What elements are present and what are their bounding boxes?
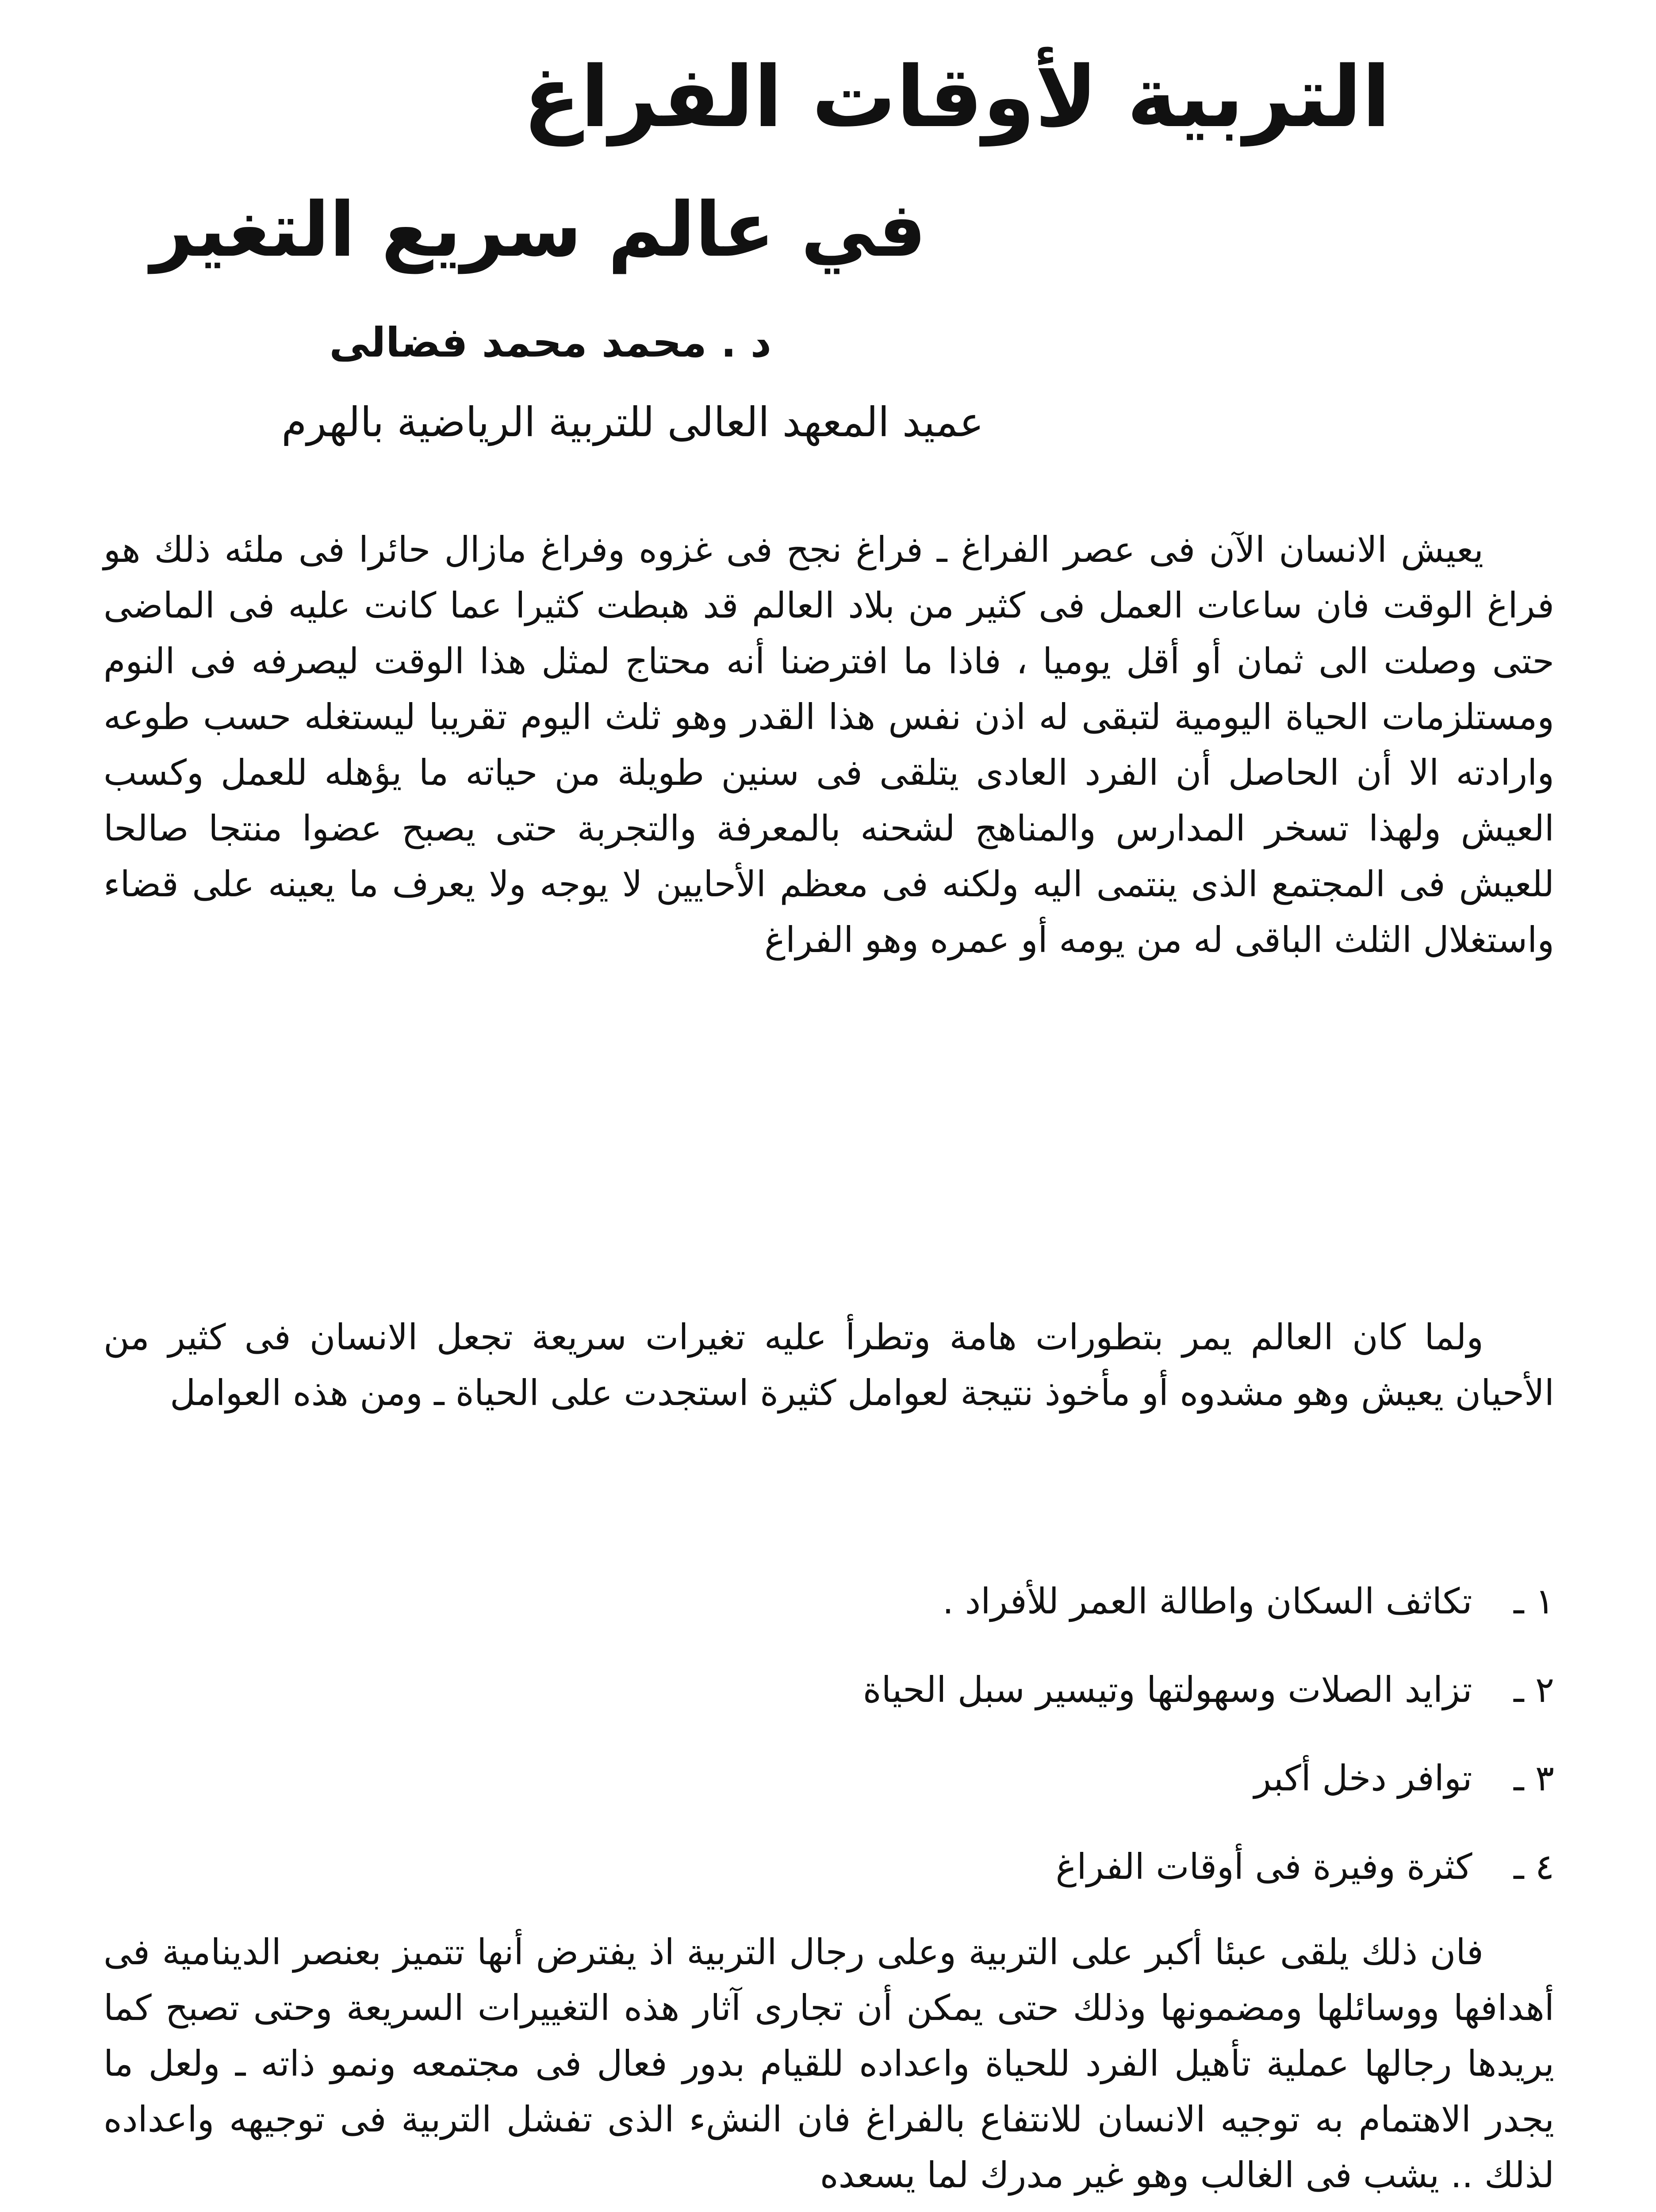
paragraph-text: ولما كان العالم يمر بتطورات هامة وتطرأ عليه تغيرات سريعة تجعل الانسان فى كثير من الأحيان يعيش وهو مشدوه أو مأخوذ نتيجة لعوامل كثيرة استجدت على الحياة ـ ومن هذه العوامل [104, 1317, 1554, 1413]
list-item-number: ٤ ـ [1514, 1846, 1554, 1887]
author-affiliation: عميد المعهد العالى للتربية الرياضية بالهرم [281, 399, 984, 446]
author-name: د . محمد محمد فضالى [329, 319, 771, 366]
list-item-number: ٣ ـ [1514, 1758, 1554, 1799]
paragraph-text: فان ذلك يلقى عبئا أكبر على التربية وعلى رجال التربية اذ يفترض أنها تتميز بعنصر الدينامية فى أهدافها ووسائلها ومضمونها وذلك حتى يمكن أن تجارى آثار هذه التغييرات السريعة وحتى تصبح كما يريدها رجالها عملية تأهيل الفرد للحياة واعداده للقيام بدور فعال فى مجتمعه ونمو ذاته ـ ولعل ما يجدر الاهتمام به توجيه الانسان للانتفاع بالفراغ فان النشء الذى تفشل التربية فى توجيهه واعداده لذلك .. يشب فى الغالب وهو غير مدرك لما يسعده [104, 1932, 1554, 2196]
article-title: التربية لأوقات الفراغ [523, 48, 1391, 146]
paragraph-1 [104, 522, 1554, 968]
list-item [316, 1734, 1554, 1823]
list-item-number: ٢ ـ [1514, 1669, 1554, 1710]
paragraph-3 [104, 1924, 1554, 2203]
article-subtitle: في عالم سريع التغير [150, 186, 926, 274]
list-item [316, 1557, 1554, 1646]
list-item [316, 1646, 1554, 1734]
list-item-text: توافر دخل أكبر [1254, 1758, 1472, 1799]
list-item-text: كثرة وفيرة فى أوقات الفراغ [1055, 1846, 1472, 1887]
list-item [316, 1823, 1554, 1911]
factors-list [316, 1557, 1554, 1911]
paragraph-text: يعيش الانسان الآن فى عصر الفراغ ـ فراغ نجح فى غزوه وفراغ مازال حائرا فى ملئه ذلك هو فراغ الوقت فان ساعات العمل فى كثير من بلاد العالم قد هبطت كثيرا عما كانت عليه فى الماضى حتى وصلت الى ثمان أو أقل يوميا ، فاذا ما افترضنا أنه محتاج لمثل هذا الوقت ليصرفه فى النوم ومستلزمات الحياة اليومية لتبقى له اذن نفس هذا القدر وهو ثلث اليوم تقريبا ليستغله حسب طوعه وارادته الا أن الحاصل أن الفرد العادى يتلقى فى سنين طويلة من حياته ما يؤهله للعمل وكسب العيش ولهذا تسخر المدارس والمناهج لشحنه بالمعرفة والتجربة حتى يصبح عضوا منتجا صالحا للعيش فى المجتمع الذى ينتمى اليه ولكنه فى معظم الأحايين لا يوجه ولا يعرف ما يعينه على قضاء واستغلال الثلث الباقى له من يومه أو عمره وهو الفراغ [104, 529, 1554, 960]
list-item-number: ١ ـ [1514, 1581, 1554, 1622]
paragraph-2 [104, 1310, 1554, 1421]
list-item-text: تزايد الصلات وسهولتها وتيسير سبل الحياة [862, 1669, 1472, 1710]
list-item-text: تكاثف السكان واطالة العمر للأفراد . [942, 1581, 1472, 1622]
